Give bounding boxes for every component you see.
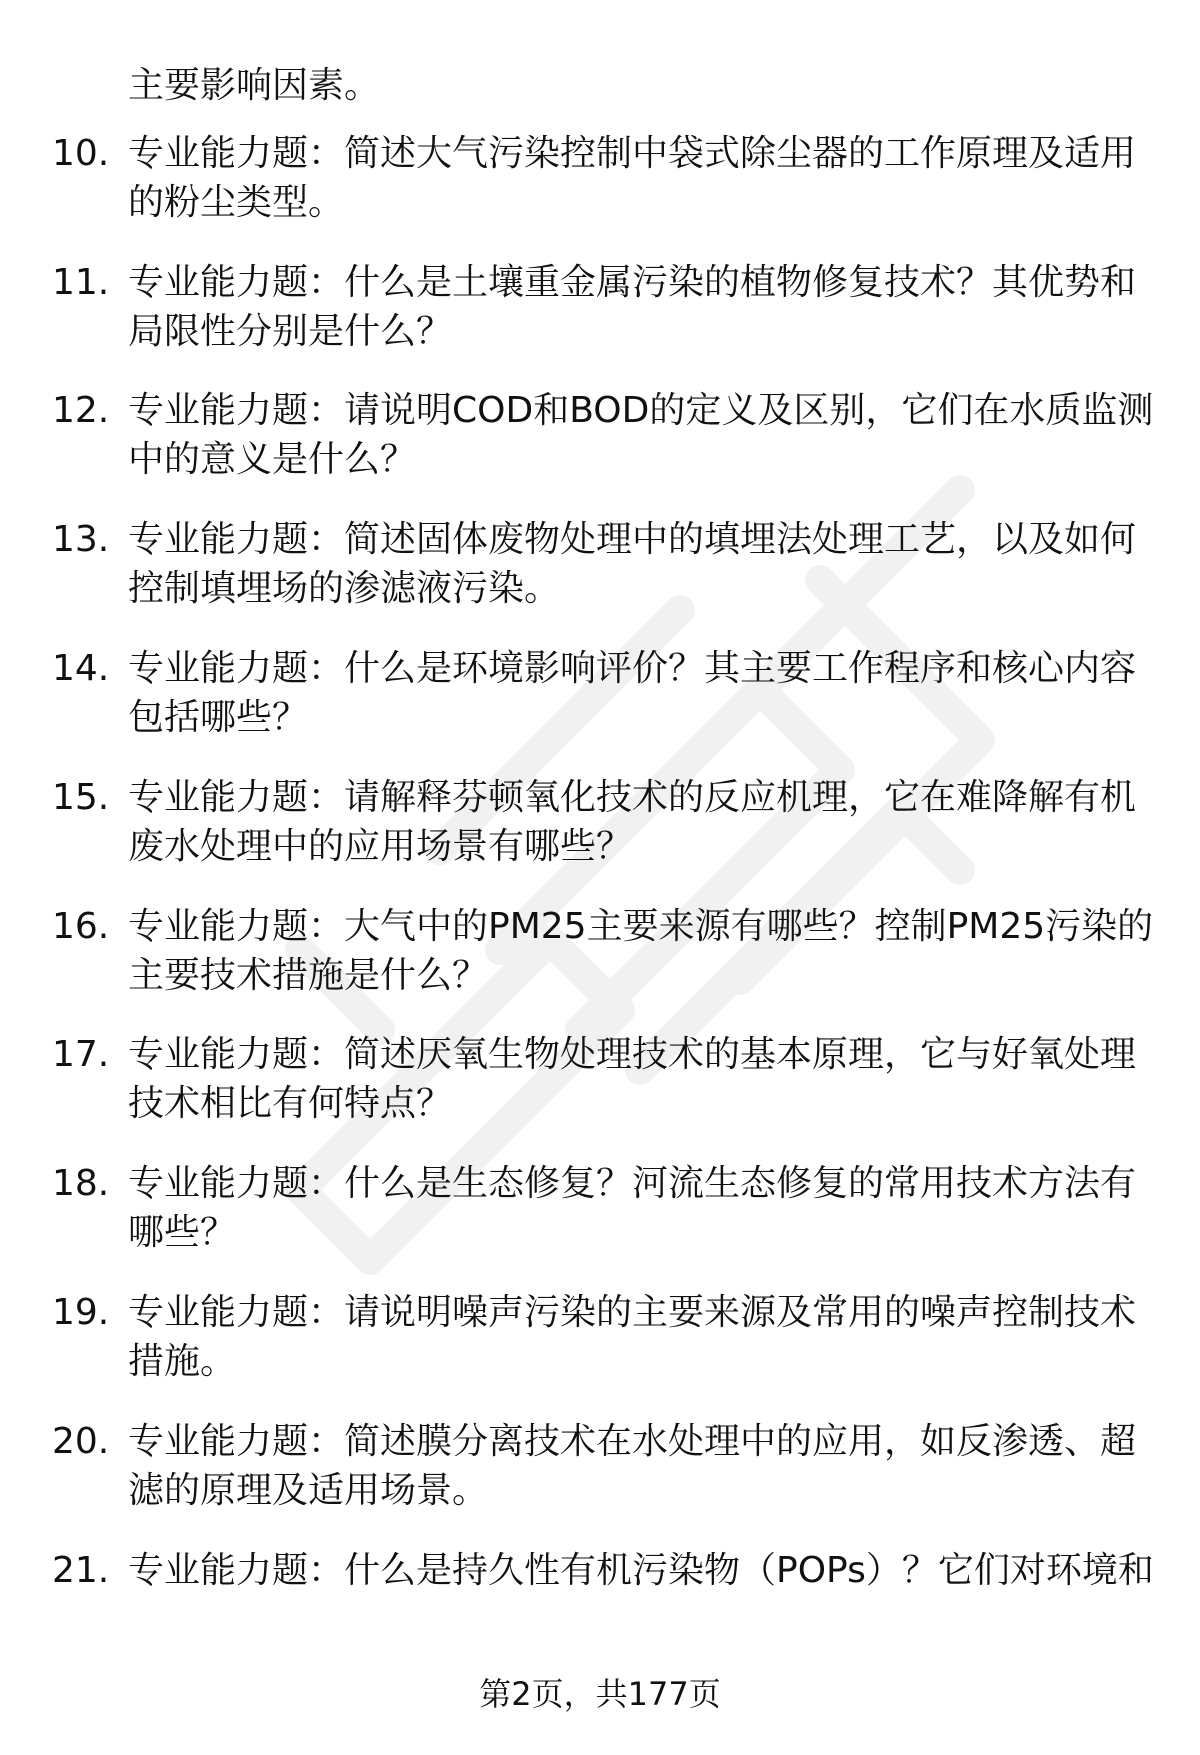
question-text (128, 1417, 1158, 1515)
question-line: 专业能力题：什么是土壤重金属污染的植物修复技术？其优势和 (128, 262, 1137, 303)
continuation-text: 主要影响因素。 (128, 65, 381, 106)
question-number: 12. (52, 390, 110, 431)
question-line: 专业能力题：什么是生态修复？河流生态修复的常用技术方法有 (128, 1163, 1137, 1204)
question-text (128, 902, 1158, 1000)
question-line: 专业能力题：简述膜分离技术在水处理中的应用，如反渗透、超 (128, 1421, 1137, 1462)
question-number: 11. (52, 262, 110, 303)
question-line: 专业能力题：什么是持久性有机污染物（POPs）？它们对环境和 (128, 1550, 1154, 1591)
question-line: 哪些？ (128, 1212, 237, 1253)
question-line: 专业能力题：简述大气污染控制中袋式除尘器的工作原理及适用 (128, 133, 1137, 174)
question-text (128, 1030, 1158, 1128)
question-number: 17. (52, 1034, 110, 1075)
question-line: 专业能力题：简述固体废物处理中的填埋法处理工艺，以及如何 (128, 519, 1137, 560)
question-line: 控制填埋场的渗滤液污染。 (128, 568, 561, 609)
question-number: 15. (52, 777, 110, 818)
question-number: 21. (52, 1550, 110, 1591)
question-line: 的粉尘类型。 (128, 182, 345, 223)
question-line: 专业能力题：请说明COD和BOD的定义及区别，它们在水质监测 (128, 390, 1154, 431)
question-line: 中的意义是什么？ (128, 439, 417, 480)
question-number: 16. (52, 906, 110, 947)
question-text (128, 773, 1158, 871)
page-footer: 第2页，共177页 (479, 1675, 721, 1713)
question-line: 废水处理中的应用场景有哪些？ (128, 826, 633, 867)
question-number: 18. (52, 1163, 110, 1204)
question-number: 19. (52, 1292, 110, 1333)
question-text (128, 129, 1158, 227)
question-line: 专业能力题：请说明噪声污染的主要来源及常用的噪声控制技术 (128, 1292, 1137, 1333)
question-text (128, 1546, 1158, 1595)
question-line: 技术相比有何特点？ (128, 1083, 453, 1124)
question-text (128, 386, 1158, 484)
question-text (128, 258, 1158, 356)
question-number: 10. (52, 133, 110, 174)
question-line: 包括哪些？ (128, 697, 309, 738)
question-text (128, 1159, 1158, 1257)
question-text (128, 644, 1158, 742)
question-number: 20. (52, 1421, 110, 1462)
question-text (128, 1288, 1158, 1386)
question-line: 滤的原理及适用场景。 (128, 1470, 489, 1511)
question-line: 专业能力题：简述厌氧生物处理技术的基本原理，它与好氧处理 (128, 1034, 1137, 1075)
question-line: 专业能力题：大气中的PM25主要来源有哪些？控制PM25污染的 (128, 906, 1154, 947)
question-number: 13. (52, 519, 110, 560)
question-number: 14. (52, 648, 110, 689)
question-line: 措施。 (128, 1341, 237, 1382)
question-line: 局限性分别是什么？ (128, 311, 453, 352)
question-text (128, 515, 1158, 613)
question-line: 专业能力题：什么是环境影响评价？其主要工作程序和核心内容 (128, 648, 1137, 689)
question-line: 专业能力题：请解释芬顿氧化技术的反应机理，它在难降解有机 (128, 777, 1137, 818)
question-line: 主要技术措施是什么？ (128, 955, 489, 996)
